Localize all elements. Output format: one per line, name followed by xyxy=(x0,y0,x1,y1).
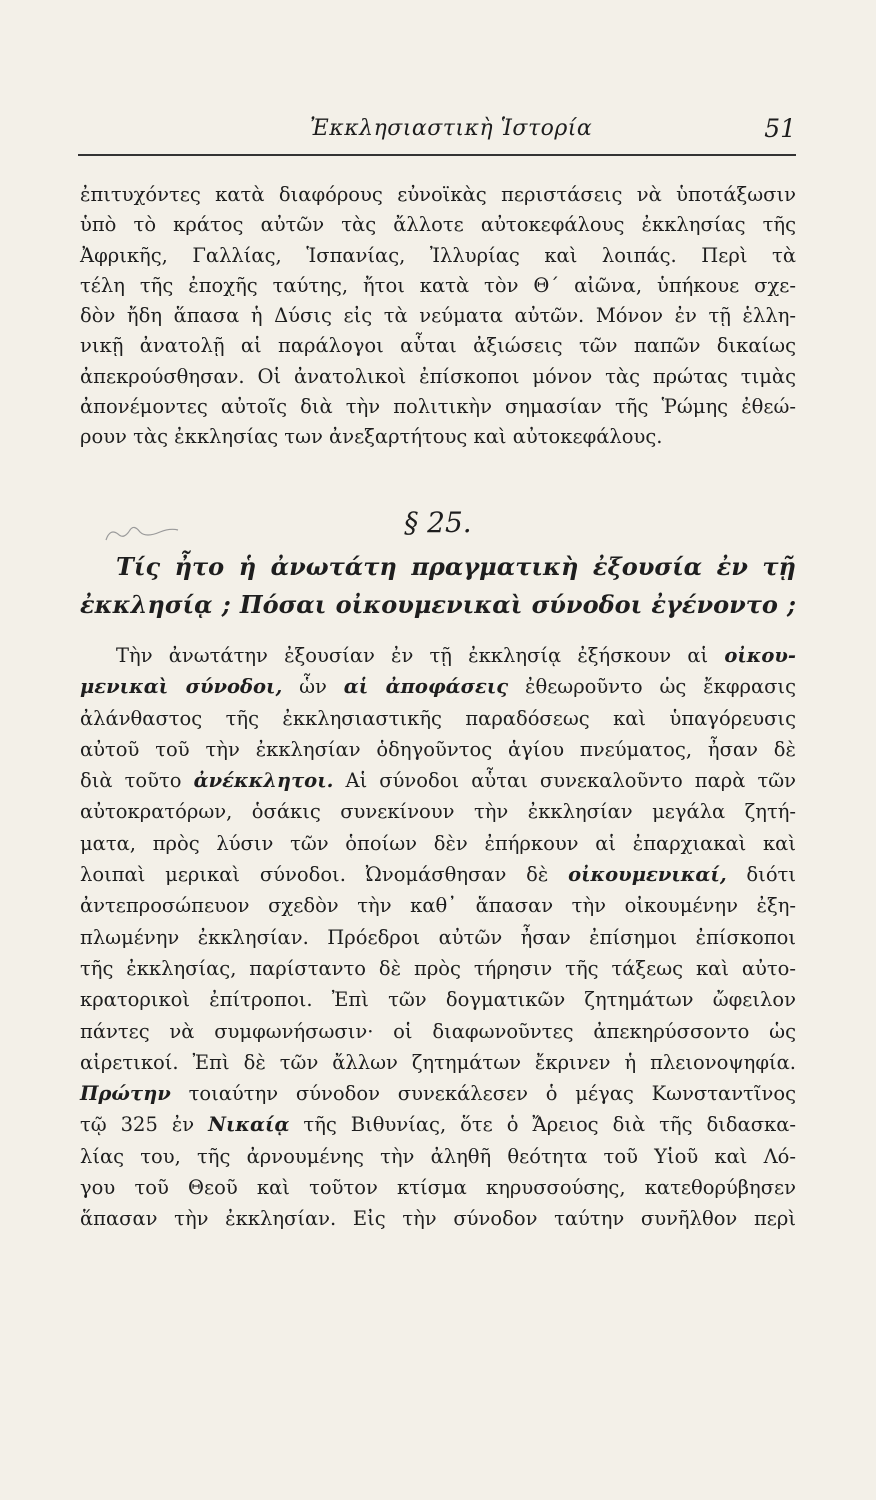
emphasis: Πρώτην xyxy=(80,1082,171,1106)
text-run: τῷ 325 ἐν xyxy=(80,1113,209,1137)
text-line xyxy=(80,765,796,796)
text-run: Τὴν ἀνωτάτην ἐξουσίαν ἐν τῇ ἐκκλησίᾳ ἐξήσκουν αἱ xyxy=(116,644,725,667)
text-line: δὸν ἤδη ἅπασα ἡ Δύσις εἰς τὰ νεύματα αὐτῶν. Μόνον ἐν τῇ ἑλλη- xyxy=(80,304,796,328)
text-line: πλωμένην ἐκκλησίαν. Πρόεδροι αὐτῶν ἦσαν ἐπίσημοι ἐπίσκοποι xyxy=(80,925,796,949)
emphasis: μενικαὶ σύνοδοι, xyxy=(80,675,283,699)
text-line: πάντες νὰ συμφωνήσωσιν· οἱ διαφωνοῦντες ἀπεκηρύσσοντο ὡς xyxy=(80,1019,796,1043)
text-line: λίας του, τῆς ἀρνουμένης τὴν ἀληθῆ θεότητα τοῦ Υἱοῦ καὶ Λό- xyxy=(80,1144,796,1168)
text-run: τῆς Βιθυνίας, ὅτε ὁ Ἄρειος διὰ τῆς διδασκα- xyxy=(289,1113,797,1137)
text-line xyxy=(80,859,796,890)
text-line: ἅπασαν τὴν ἐκκλησίαν. Εἰς τὴν σύνοδον ταύτην συνῆλθον περὶ xyxy=(80,1207,796,1231)
text-line: αὐτοῦ τοῦ τὴν ἐκκλησίαν ὁδηγοῦντος ἁγίου πνεύματος, ἦσαν δὲ xyxy=(80,737,796,761)
text-line: τέλη τῆς ἐποχῆς ταύτης, ἤτοι κατὰ τὸν Θ΄ αἰῶνα, ὑπήκουε σχε- xyxy=(80,273,796,297)
text-line: ματα, πρὸς λύσιν τῶν ὁποίων δὲν ἐπήρκουν αἱ ἐπαρχιακαὶ καὶ xyxy=(80,831,796,855)
paragraph-main xyxy=(80,640,796,1235)
emphasis: ἀνέκκλητοι. xyxy=(193,769,334,793)
text-line: κρατορικοὶ ἐπίτροποι. Ἐπὶ τῶν δογματικῶν ζητημάτων ὤφειλον xyxy=(80,988,796,1012)
text-line xyxy=(80,1109,796,1140)
section-number: § 25. xyxy=(404,506,472,539)
text-run: Αἱ σύνοδοι αὗται συνεκαλοῦντο παρὰ τῶν xyxy=(333,769,796,793)
text-line: ἀπονέμοντες αὐτοῖς διὰ τὴν πολιτικὴν σημασίαν τῆς Ῥώμης ἐθεώ- xyxy=(80,395,796,419)
text-line: ἀπεκρούσθησαν. Οἱ ἀνατολικοὶ ἐπίσκοποι μόνον τὰς πρώτας τιμὰς xyxy=(80,364,796,388)
text-line: τῆς ἐκκλησίας, παρίσταντο δὲ πρὸς τήρησιν τῆς τάξεως καὶ αὐτο- xyxy=(80,956,796,980)
emphasis: Νικαίᾳ xyxy=(208,1113,290,1137)
text-line: γου τοῦ Θεοῦ καὶ τοῦτον κτίσμα κηρυσσούσης, κατεθορύβησεν xyxy=(80,1176,796,1200)
section-title-line: Τίς ἦτο ἡ ἀνωτάτη πραγματικὴ ἐξουσία ἐν τῇ xyxy=(116,552,796,581)
running-title: Ἐκκλησιαστικὴ Ἱστορία xyxy=(310,116,593,141)
text-run: διὰ τοῦτο xyxy=(80,769,194,793)
text-run: ὧν xyxy=(282,675,344,699)
text-run: ἐθεωροῦντο ὡς ἔκφρασις xyxy=(508,675,796,699)
text-run: λοιπαὶ μερικαὶ σύνοδοι. Ὠνομάσθησαν δὲ xyxy=(80,863,569,887)
text-line: νικῇ ἀνατολῇ αἱ παράλογοι αὗται ἀξιώσεις τῶν παπῶν δικαίως xyxy=(80,334,796,358)
text-line: αὐτοκρατόρων, ὁσάκις συνεκίνουν τὴν ἐκκλησίαν μεγάλα ζητή- xyxy=(80,800,796,824)
page-number: 51 xyxy=(764,114,796,143)
text-run: τοιαύτην σύνοδον συνεκάλεσεν ὁ μέγας Κωνσταντῖνος xyxy=(170,1082,796,1106)
emphasis: οἰκουμενικαί, xyxy=(568,863,727,887)
header-rule xyxy=(78,154,796,156)
emphasis: οἰκου- xyxy=(724,644,796,667)
text-line: ὑπὸ τὸ κράτος αὐτῶν τὰς ἄλλοτε αὐτοκεφάλους ἐκκλησίας τῆς xyxy=(80,213,796,237)
text-line xyxy=(80,1078,796,1109)
text-line: ἀντεπροσώπευον σχεδὸν τὴν καθ᾽ ἅπασαν τὴν οἰκουμένην ἐξη- xyxy=(80,894,796,918)
text-line: ἀλάνθαστος τῆς ἐκκλησιαστικῆς παραδόσεως καὶ ὑπαγόρευσις xyxy=(80,706,796,730)
text-line: ἐπιτυχόντες κατὰ διαφόρους εὐνοϊκὰς περιστάσεις νὰ ὑποτάξωσιν xyxy=(80,183,796,206)
text-line: αἱρετικοί. Ἐπὶ δὲ τῶν ἄλλων ζητημάτων ἔκρινεν ἡ πλειονοψηφία. xyxy=(80,1050,796,1074)
text-line: Ἀφρικῆς, Γαλλίας, Ἱσπανίας, Ἰλλυρίας καὶ λοιπάς. Περὶ τὰ xyxy=(80,243,796,267)
text-line xyxy=(80,640,796,671)
paragraph-continued xyxy=(80,180,796,453)
section-title xyxy=(80,548,796,624)
running-head xyxy=(80,112,796,152)
section-title-line: ἐκκλησίᾳ ; Πόσαι οἰκουμενικαὶ σύνοδοι ἐγένοντο ; xyxy=(80,590,796,619)
emphasis: αἱ ἀποφάσεις xyxy=(343,675,509,699)
text-line xyxy=(80,671,796,702)
text-run: διότι xyxy=(726,863,796,887)
text-line: ρουν τὰς ἐκκλησίας των ἀνεξαρτήτους καὶ αὐτοκεφάλους. xyxy=(80,425,663,449)
